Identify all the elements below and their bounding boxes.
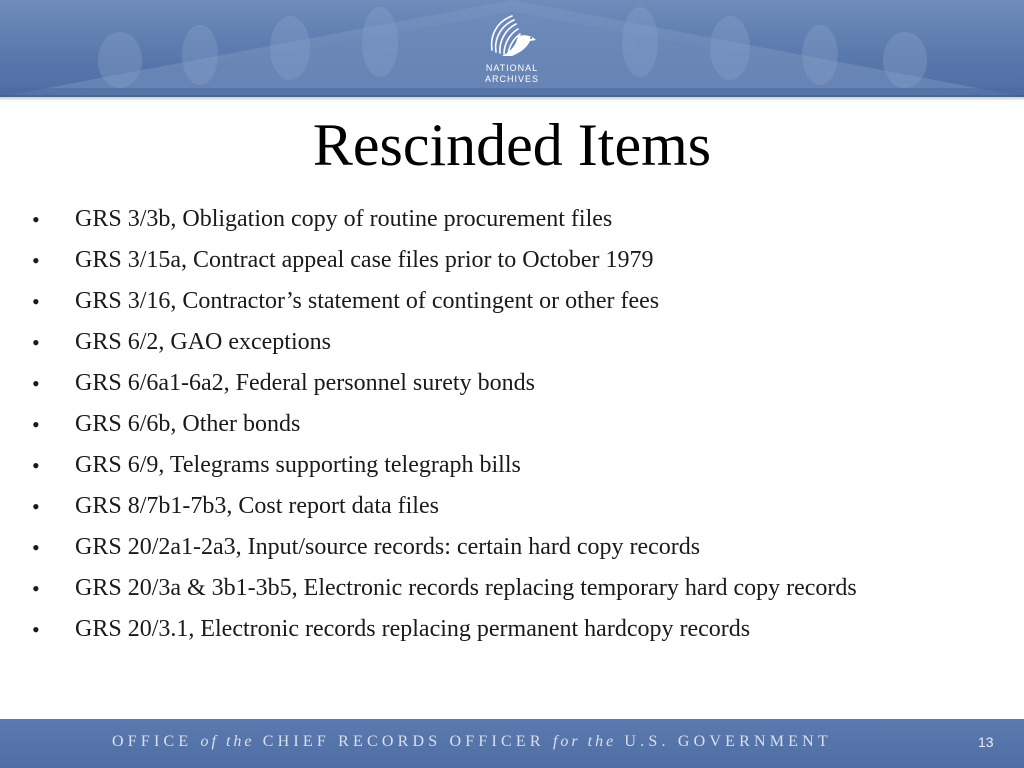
bullet-marker: • [32, 535, 40, 560]
list-item [30, 244, 1005, 277]
footer-office: OFFICE [112, 733, 193, 750]
list-item-text: GRS 6/6a1-6a2, Federal personnel surety bonds [75, 370, 535, 396]
list-item-text: GRS 20/3.1, Electronic records replacing permanent hardcopy records [75, 616, 751, 642]
eagle-icon [482, 10, 542, 62]
footer-office-title [112, 733, 932, 751]
page-number: 13 [978, 734, 994, 750]
list-item [30, 613, 1005, 646]
list-item [30, 326, 1005, 359]
list-item [30, 203, 1005, 236]
list-item [30, 490, 1005, 523]
logo-text-line1: NATIONAL [485, 63, 539, 73]
list-item-text: GRS 3/3b, Obligation copy of routine procurement files [75, 206, 613, 232]
list-item-text: GRS 8/7b1-7b3, Cost report data files [75, 493, 439, 519]
list-item-text: GRS 3/16, Contractor’s statement of contingent or other fees [75, 288, 660, 314]
list-item [30, 408, 1005, 441]
list-item [30, 572, 1005, 605]
list-item-text: GRS 6/9, Telegrams supporting telegraph bills [75, 452, 521, 478]
bullet-marker: • [32, 330, 40, 355]
bullet-marker: • [32, 412, 40, 437]
list-item-text: GRS 3/15a, Contract appeal case files prior to October 1979 [75, 247, 654, 273]
list-item-text: GRS 20/2a1-2a3, Input/source records: certain hard copy records [75, 534, 701, 560]
list-item [30, 285, 1005, 318]
bullet-marker: • [32, 371, 40, 396]
logo-text-line2: ARCHIVES [484, 74, 539, 84]
bullet-marker: • [32, 248, 40, 273]
bullet-marker: • [32, 289, 40, 314]
list-item-text: GRS 20/3a & 3b1-3b5, Electronic records replacing temporary hard copy records [75, 575, 857, 601]
bullet-marker: • [32, 207, 40, 232]
list-item-text: GRS 6/2, GAO exceptions [75, 329, 331, 355]
list-item [30, 449, 1005, 482]
footer-of-the: of the [200, 733, 255, 750]
list-item-text: GRS 6/6b, Other bonds [75, 411, 301, 437]
bullet-marker: • [32, 494, 40, 519]
bullet-marker: • [32, 576, 40, 601]
footer-for-the: for the [552, 733, 617, 750]
bullet-marker: • [32, 617, 40, 642]
slide-title: Rescinded Items [312, 112, 712, 178]
bullet-list [30, 203, 1005, 654]
header-shadow [0, 95, 1024, 101]
list-item [30, 367, 1005, 400]
list-item [30, 531, 1005, 564]
header-banner [0, 0, 1024, 97]
footer-chief-records-officer: CHIEF RECORDS OFFICER [262, 733, 545, 750]
national-archives-logo [466, 10, 558, 90]
bullet-marker: • [32, 453, 40, 478]
footer-us-government: U.S. GOVERNMENT [624, 733, 832, 750]
footer-banner [0, 719, 1024, 768]
